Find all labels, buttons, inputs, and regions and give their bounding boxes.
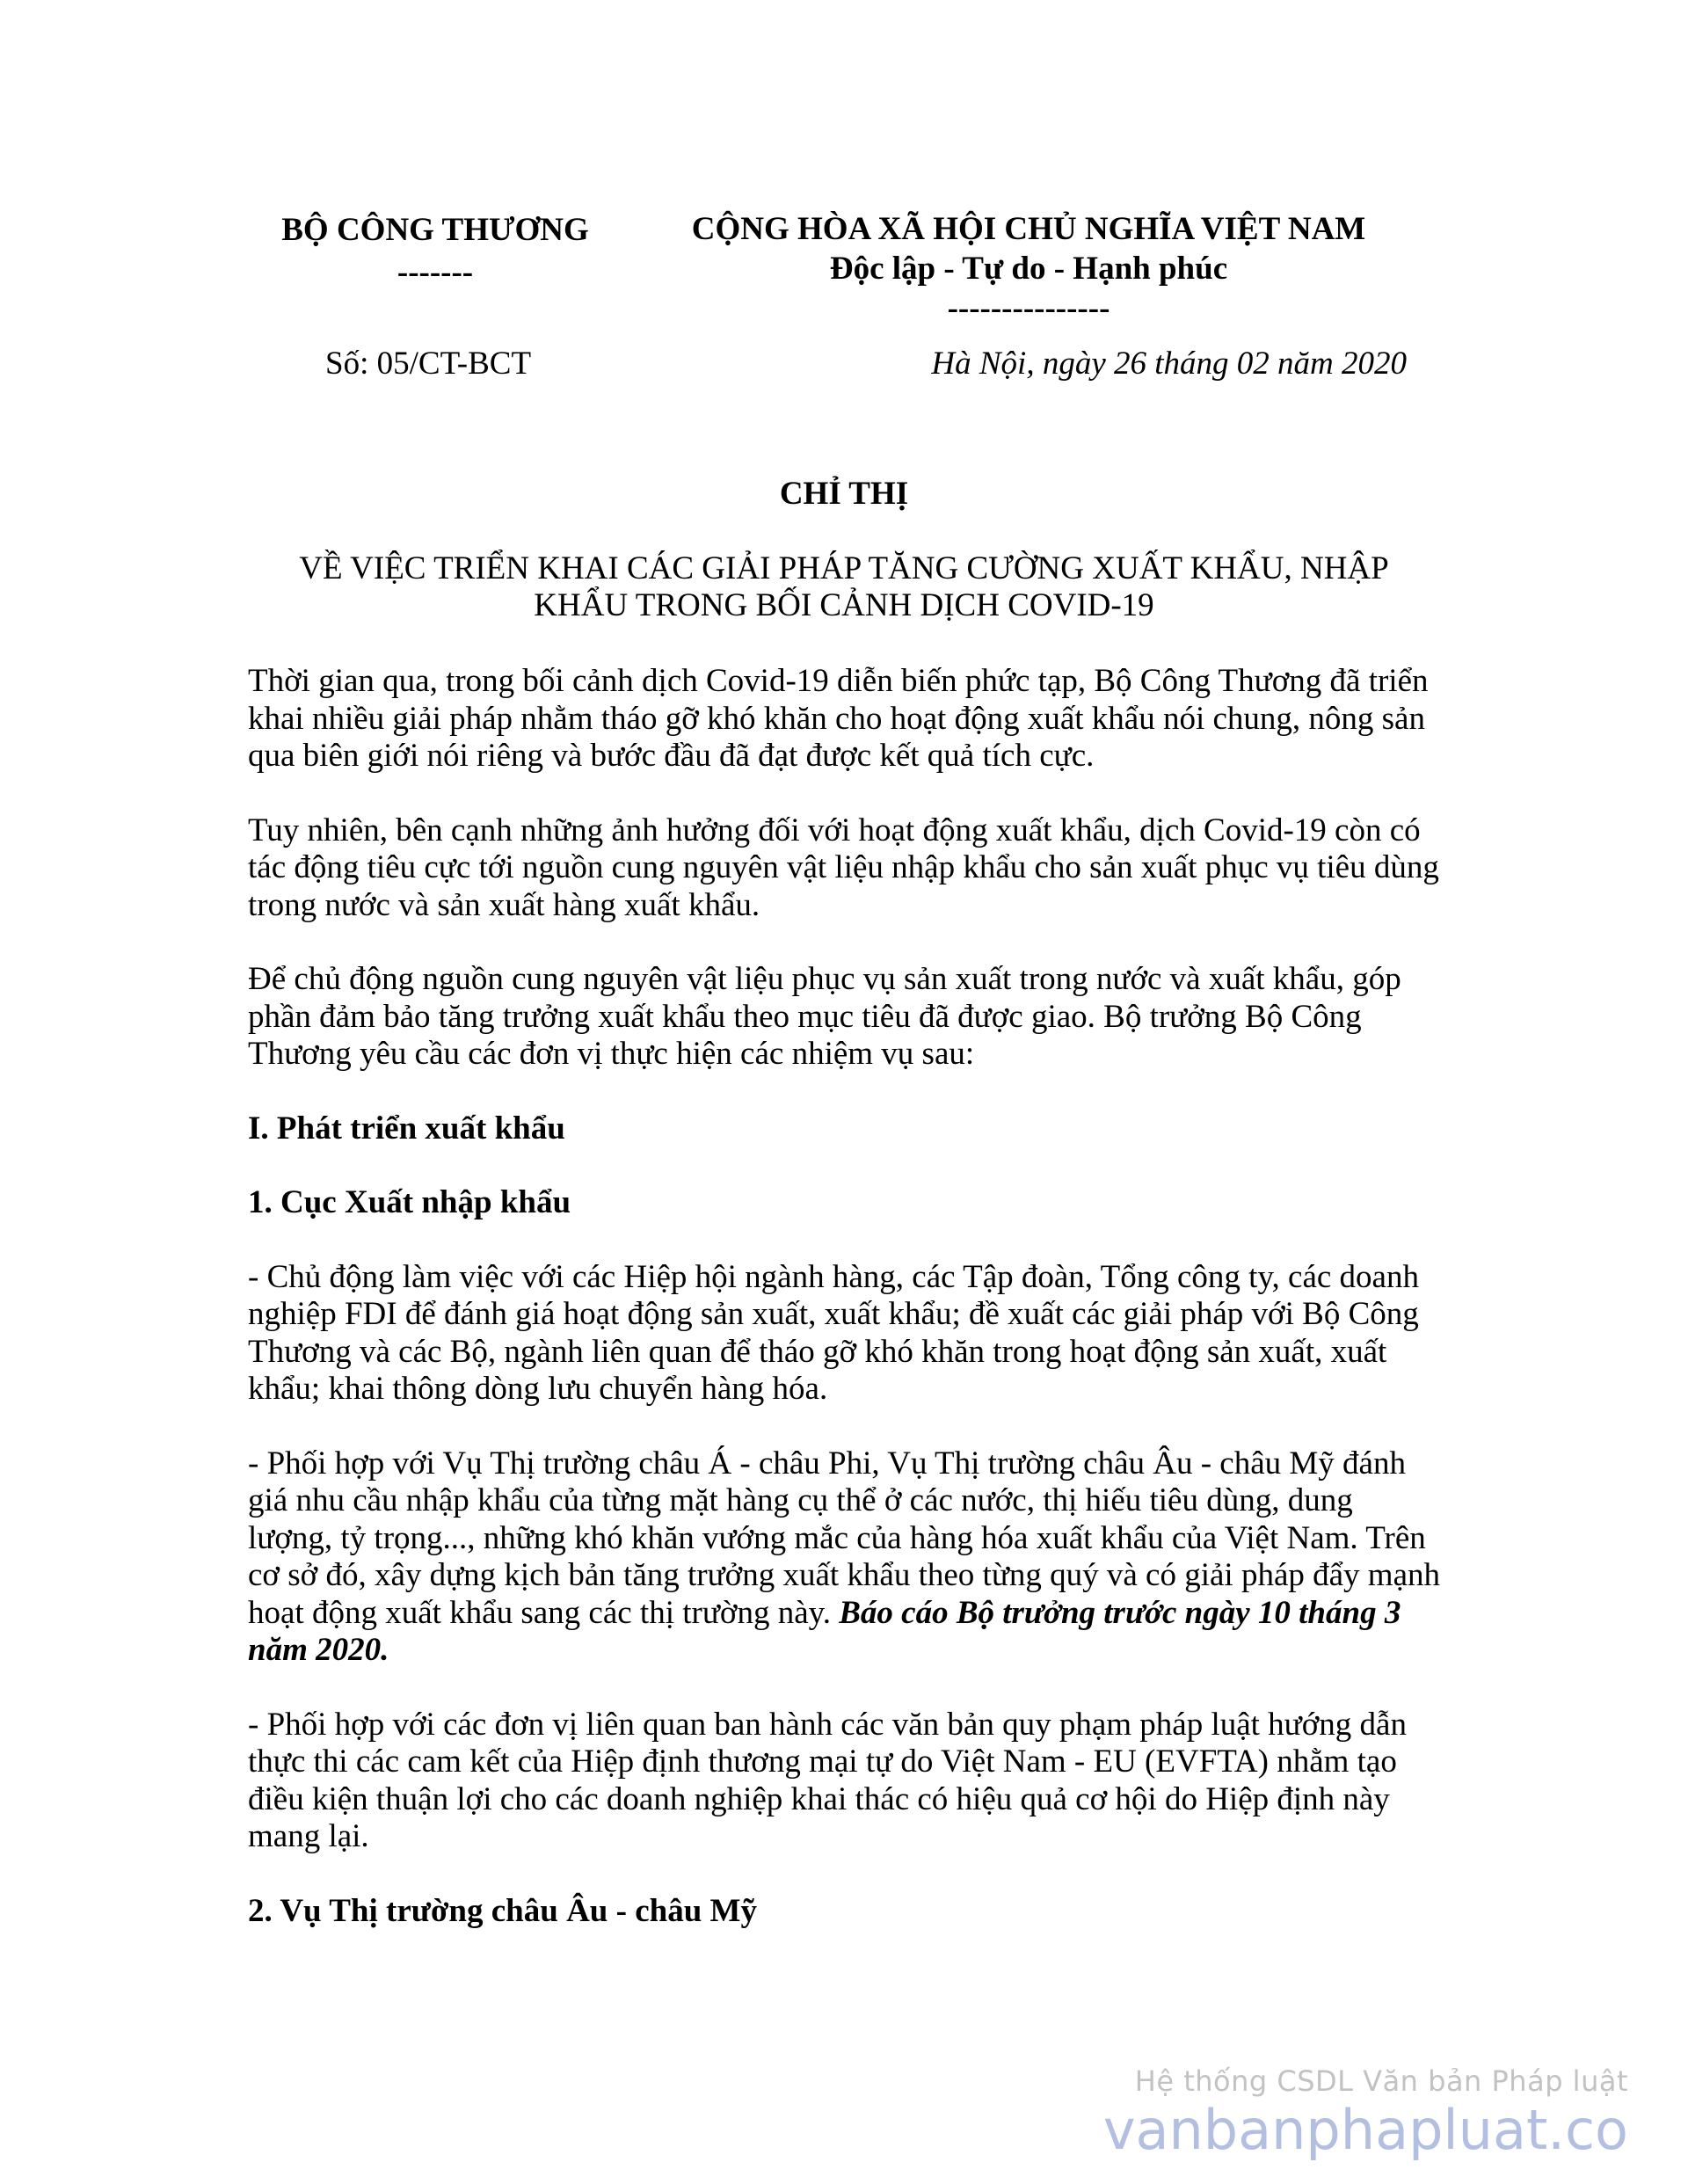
task-item-2-deadline: Báo cáo Bộ trưởng trước ngày 10 tháng 3 năm 2020. <box>248 1594 1401 1668</box>
subsection-heading-1: 1. Cục Xuất nhập khẩu <box>248 1184 571 1220</box>
task-item-2-text: - Phối hợp với Vụ Thị trường châu Á - châu Phi, Vụ Thị trường châu Âu - châu Mỹ đánh giá nhu cầu nhập khẩu của từng mặt hàng cụ thể ở các nước, thị hiếu tiêu dùng, dung lượng, tỷ trọng..., những khó khăn vướng mắc của hàng hóa xuất khẩu của Việt Nam. Trên cơ sở đó, xây dựng kịch bản tăng trưởng xuất khẩu theo từng quý và có giải pháp đẩy mạnh hoạt động xuất khẩu sang các thị trường này. <box>248 1445 1441 1631</box>
document-date: Hà Nội, ngày 26 tháng 02 năm 2020 <box>931 346 1407 382</box>
intro-paragraph-3: Để chủ động nguồn cung nguyên vật liệu phục vụ sản xuất trong nước và xuất khẩu, góp phần đảm bảo tăng trưởng xuất khẩu theo mục tiêu đã được giao. Bộ trưởng Bộ Công Thương yêu cầu các đơn vị thực hiện các nhiệm vụ sau: <box>248 961 1401 1072</box>
intro-paragraph-2: Tuy nhiên, bên cạnh những ảnh hưởng đối với hoạt động xuất khẩu, dịch Covid-19 còn có tác động tiêu cực tới nguồn cung nguyên vật liệu nhập khẩu cho sản xuất phục vụ tiêu dùng trong nước và sản xuất hàng xuất khẩu. <box>248 812 1439 923</box>
document-body <box>248 663 1444 1967</box>
task-item-1: - Chủ động làm việc với các Hiệp hội ngành hàng, các Tập đoàn, Tổng công ty, các doanh nghiệp FDI để đánh giá hoạt động sản xuất, xuất khẩu; đề xuất các giải pháp với Bộ Công Thương và các Bộ, ngành liên quan để tháo gỡ khó khăn trong hoạt động sản xuất, xuất khẩu; khai thông dòng lưu chuyển hàng hóa. <box>248 1258 1419 1407</box>
task-item-2 <box>248 1445 1444 1670</box>
issuing-agency: BỘ CÔNG THƯƠNG <box>281 212 589 248</box>
agency-divider: ------- <box>397 254 474 290</box>
intro-paragraph-1: Thời gian qua, trong bối cảnh dịch Covid-19 diễn biến phức tạp, Bộ Công Thương đã triển khai nhiều giải pháp nhằm tháo gỡ khó khăn cho hoạt động xuất khẩu nói chung, nông sản qua biên giới nói riêng và bước đầu đã đạt được kết quả tích cực. <box>248 663 1429 774</box>
motto-divider: --------------- <box>947 290 1110 326</box>
section-heading-1: I. Phát triển xuất khẩu <box>248 1110 565 1147</box>
watermark-domain: vanbanphapluat.co <box>1102 2098 1628 2162</box>
document-subject <box>264 550 1424 624</box>
national-motto: Độc lập - Tự do - Hạnh phúc <box>829 251 1228 287</box>
site-watermark <box>1103 2064 1628 2163</box>
issuing-agency-block <box>264 209 607 294</box>
subsection-heading-2: 2. Vụ Thị trường châu Âu - châu Mỹ <box>248 1892 757 1929</box>
document-type: CHỈ THỊ <box>779 476 909 512</box>
watermark-caption: Hệ thống CSDL Văn bản Pháp luật <box>1134 2064 1628 2098</box>
subject-line-2: KHẨU TRONG BỐI CẢNH DỊCH COVID-19 <box>534 587 1154 623</box>
document-number: Số: 05/CT-BCT <box>325 346 532 382</box>
task-item-3: - Phối hợp với các đơn vị liên quan ban hành các văn bản quy phạm pháp luật hướng dẫn thực thi các cam kết của Hiệp định thương mại tự do Việt Nam - EU (EVFTA) nhằm tạo điều kiện thuận lợi cho các doanh nghiệp khai thác có hiệu quả cơ hội do Hiệp định này mang lại. <box>248 1706 1407 1854</box>
national-title-block <box>668 209 1389 328</box>
subject-line-1: VỀ VIỆC TRIỂN KHAI CÁC GIẢI PHÁP TĂNG CƯỜNG XUẤT KHẨU, NHẬP <box>299 550 1389 586</box>
national-title: CỘNG HÒA XÃ HỘI CHỦ NGHĨA VIỆT NAM <box>691 211 1366 247</box>
